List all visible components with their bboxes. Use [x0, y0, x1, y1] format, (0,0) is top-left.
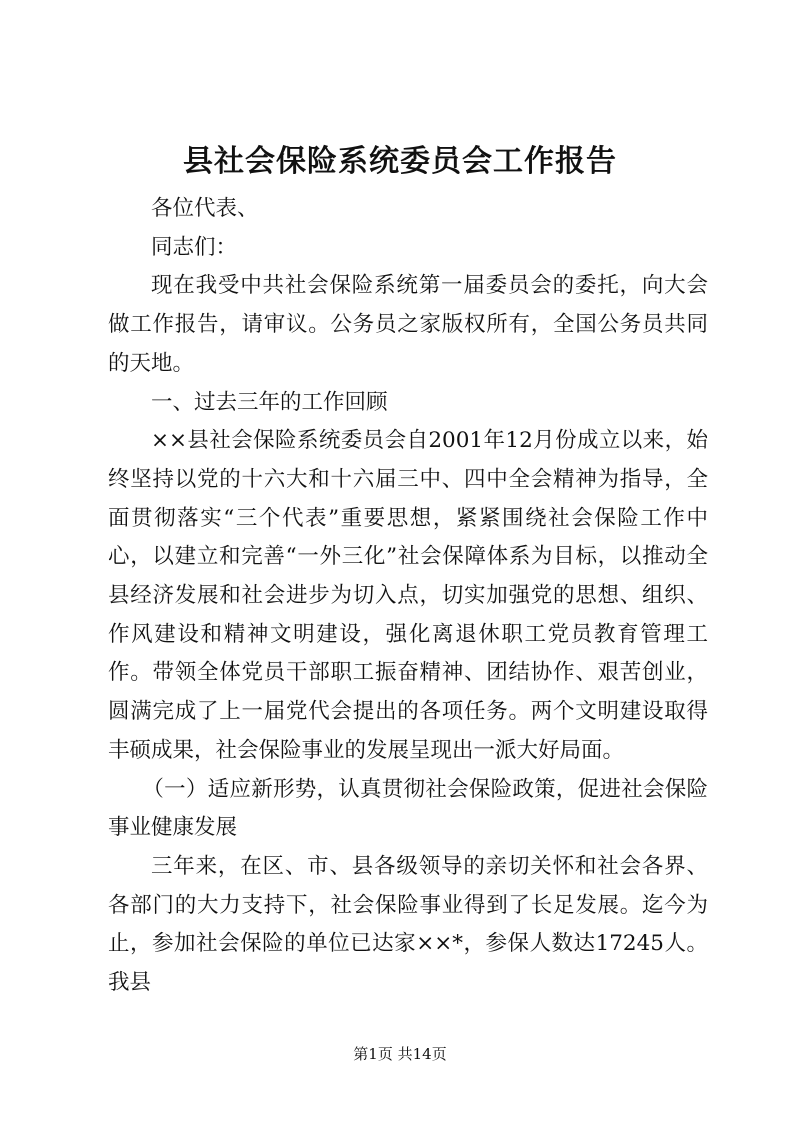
section-heading-1: 一、过去三年的工作回顾 — [151, 389, 388, 415]
document-body — [108, 190, 708, 1003]
progress-paragraph: 三年来，在区、市、县各级领导的亲切关怀和社会各界、各部门的大力支持下，社会保险事业得到了长足发展。迄今为止，参加社会保险的单位已达家××*，参保人数达17245人。我县 — [108, 853, 708, 996]
document-title: 县社会保险系统委员会工作报告 — [183, 144, 617, 179]
intro-paragraph: 现在我受中共社会保险系统第一届委员会的委托，向大会做工作报告，请审议。公务员之家版权所有，全国公务员共同的天地。 — [108, 273, 708, 376]
salutation-line-1: 各位代表、 — [151, 196, 259, 221]
salutation-line-2: 同志们： — [151, 234, 238, 260]
review-paragraph: ××县社会保险系统委员会自2001年12月份成立以来，始终坚持以党的十六大和十六届三中、四中全会精神为指导，全面贯彻落实“三个代表”重要思想，紧紧围绕社会保险工作中心，以建立和完善“一外三化”社会保障体系为目标，以推动全县经济发展和社会进步为切入点，切实加强党的思想、组织、作风建设和精神文明建设，强化离退休职工党员教育管理工作。带领全体党员干部职工振奋精神、团结协作、艰苦创业，圆满完成了上一届党代会提出的各项任务。两个文明建设取得丰硕成果，社会保险事业的发展呈现出一派大好局面。 — [108, 428, 708, 763]
subsection-heading-1: （一）适应新形势，认真贯彻社会保险政策，促进社会保险事业健康发展 — [108, 776, 708, 841]
page-footer: 第1页 共14页 — [353, 1045, 447, 1063]
